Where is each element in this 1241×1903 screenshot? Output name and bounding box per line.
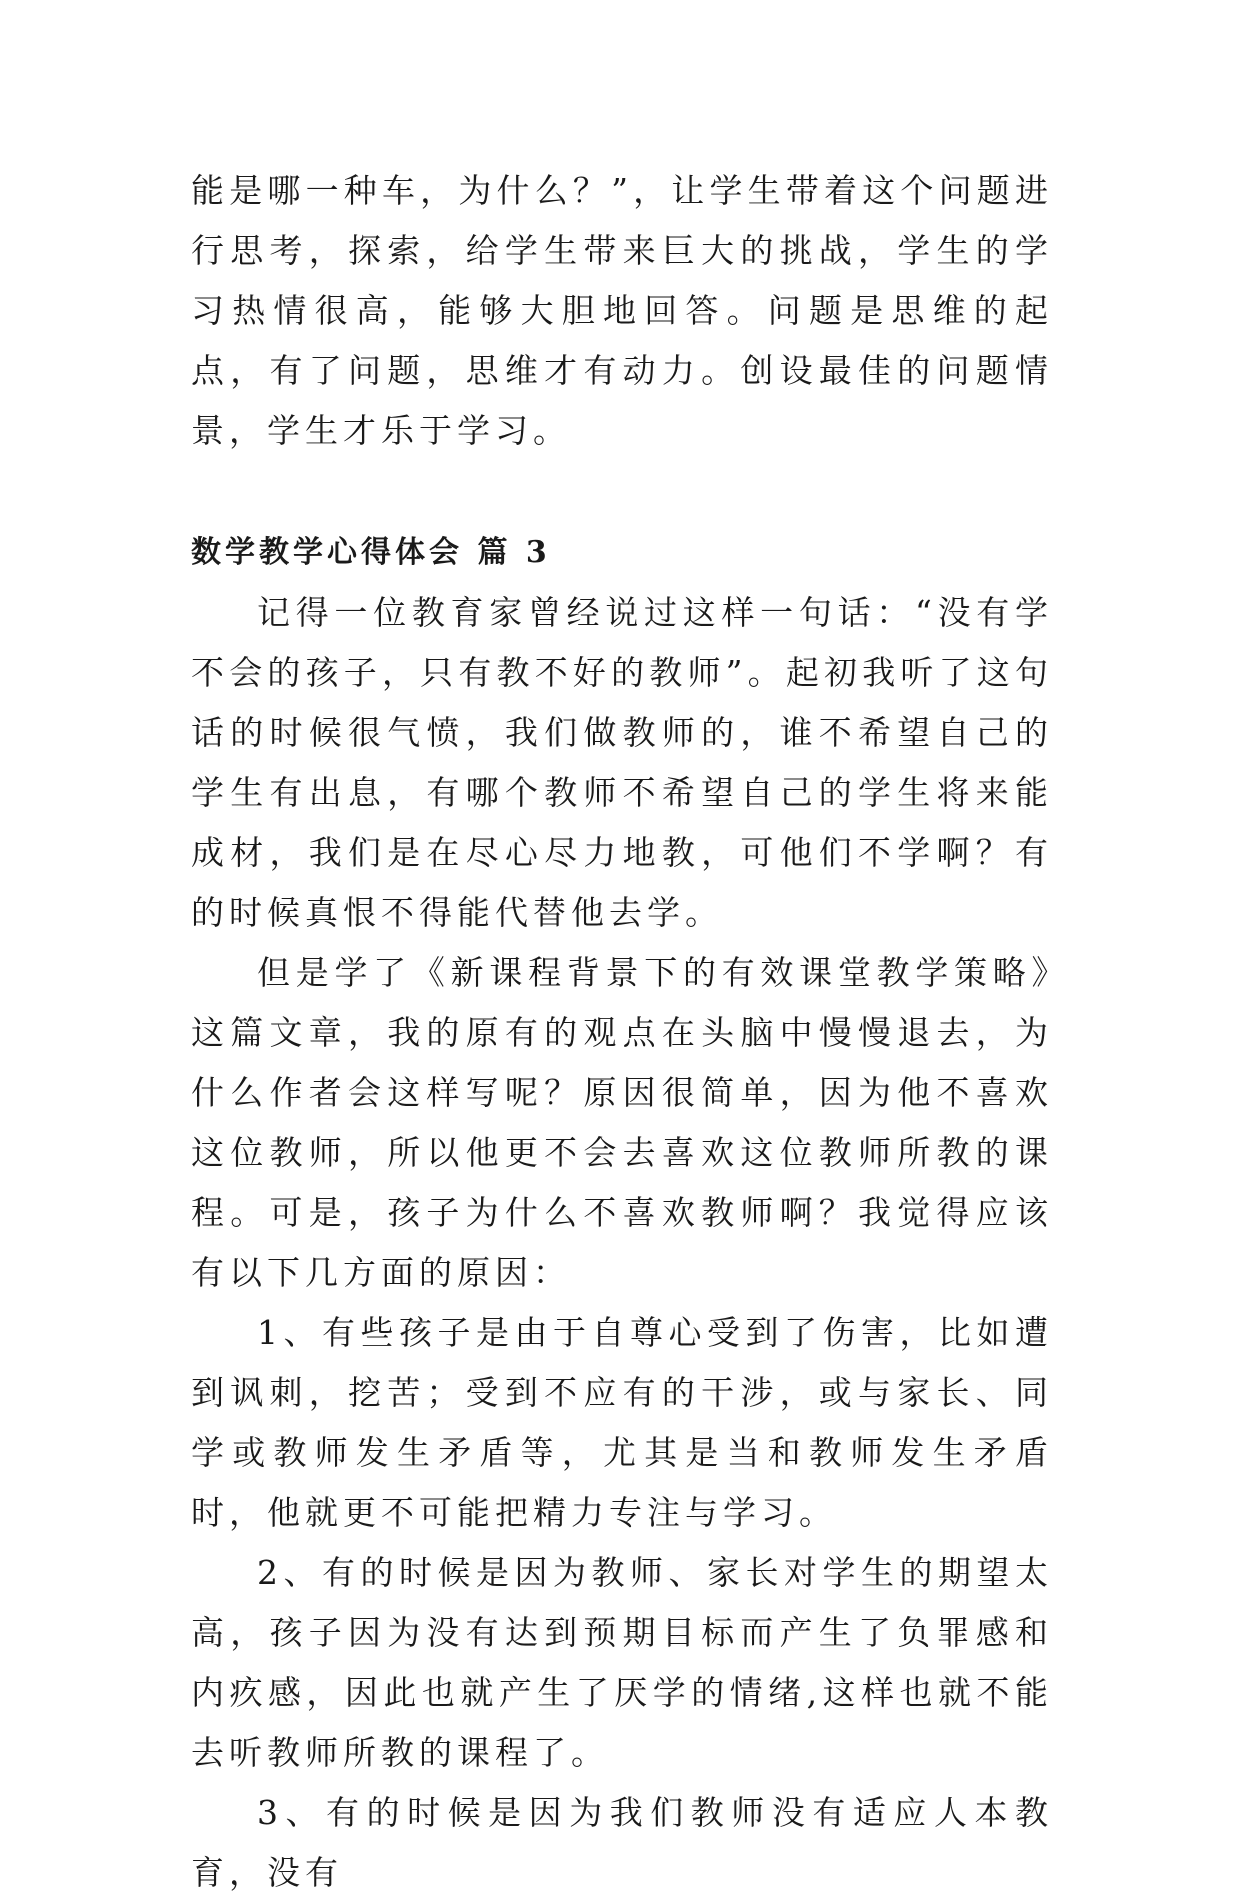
paragraph-4: 2、有的时候是因为教师、家长对学生的期望太高，孩子因为没有达到预期目标而产生了负罪感和内疚感，因此也就产生了厌学的情绪,这样也就不能去听教师所教的课程了。 <box>191 1553 1053 1772</box>
section-title: 数学教学心得体会 篇 3 <box>191 535 551 570</box>
document-body <box>191 161 1053 1903</box>
continued-paragraph: 能是哪一种车，为什么？”，让学生带着这个问题进行思考，探索，给学生带来巨大的挑战，学生的学习热情很高，能够大胆地回答。问题是思维的起点，有了问题，思维才有动力。创设最佳的问题情景，学生才乐于学习。 <box>191 171 1053 450</box>
paragraph-1: 记得一位教育家曾经说过这样一句话：“没有学不会的孩子，只有教不好的教师”。起初我听了这句话的时候很气愤，我们做教师的，谁不希望自己的学生有出息，有哪个教师不希望自己的学生将来能成材，我们是在尽心尽力地教，可他们不学啊？有的时候真恨不得能代替他去学。 <box>191 593 1053 932</box>
paragraph-2: 但是学了《新课程背景下的有效课堂教学策略》这篇文章，我的原有的观点在头脑中慢慢退去，为什么作者会这样写呢？原因很简单，因为他不喜欢这位教师，所以他更不会去喜欢这位教师所教的课程。可是，孩子为什么不喜欢教师啊？我觉得应该有以下几方面的原因： <box>191 953 1053 1292</box>
paragraph-5: 3、有的时候是因为我们教师没有适应人本教育，没有 <box>191 1793 1053 1892</box>
paragraph-3: 1、有些孩子是由于自尊心受到了伤害，比如遭到讽刺，挖苦；受到不应有的干涉，或与家长、同学或教师发生矛盾等，尤其是当和教师发生矛盾时，他就更不可能把精力专注与学习。 <box>191 1313 1053 1532</box>
